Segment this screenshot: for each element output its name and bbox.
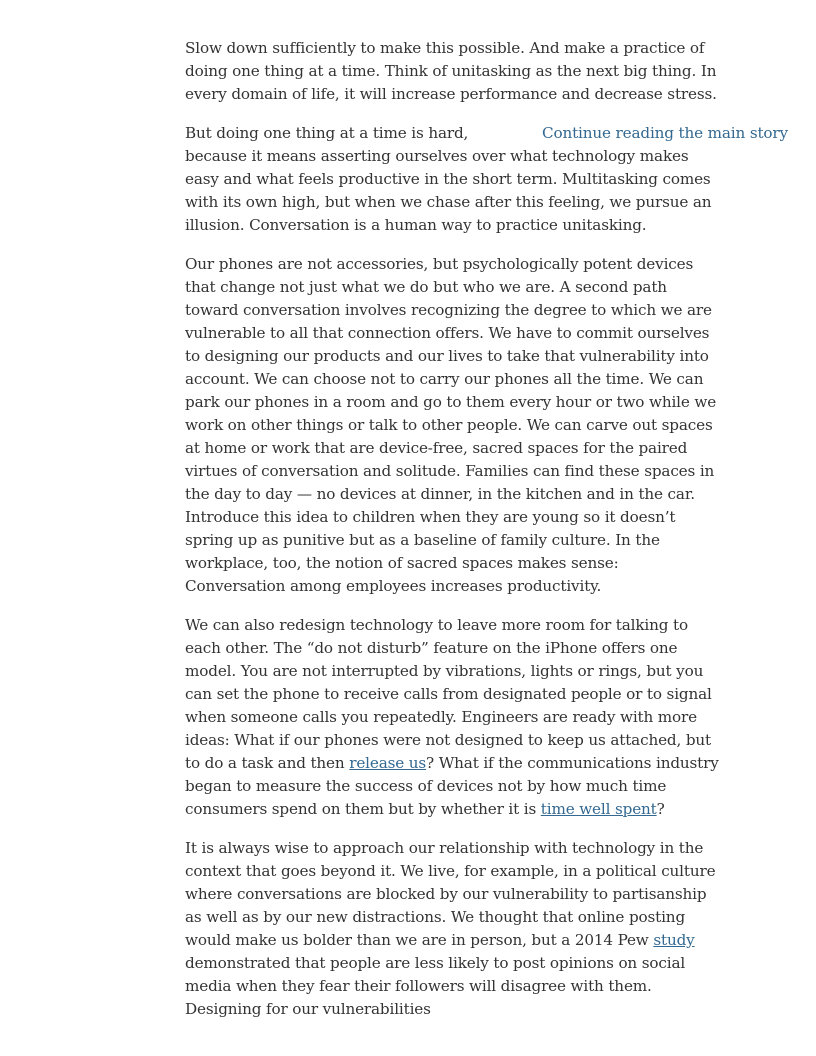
paragraph-2-text: But doing one thing at a time is hard, because it means asserting ourselves over what technology makes easy and what feels productive in the short term. Multitasking comes with its own high, but when we chase after this feeling, we pursue an illusion. Conversation is a human way to practice unitasking. <box>185 124 712 234</box>
paragraph-2 <box>185 122 788 237</box>
paragraph-5-text-after: demonstrated that people are less likely to post opinions on social media when they fear their followers will disagree with them. Designing for our vulnerabilities <box>185 954 686 1018</box>
paragraph-1 <box>185 37 721 106</box>
article-body <box>185 37 788 1037</box>
paragraph-1-text: Slow down sufficiently to make this possible. And make a practice of doing one thing at a time. Think of unitasking as the next big thing. In every domain of life, it will increase performance and decrease stress. <box>185 39 717 103</box>
paragraph-4 <box>185 614 721 821</box>
paragraph-3-text: Our phones are not accessories, but psychologically potent devices that change not just what we do but who we are. A second path toward conversation involves recognizing the degree to which we are vulnerable to all that connection offers. We have to commit ourselves to designing our products and our lives to take that vulnerability into account. We can choose not to carry our phones all the time. We can park our phones in a room and go to them every hour or two while we work on other things or talk to other people. We can carve out spaces at home or work that are device-free, sacred spaces for the paired virtues of conversation and solitude. Families can find these spaces in the day to day — no devices at dinner, in the kitchen and in the car. Introduce this idea to children when they are young so it doesn’t spring up as punitive but as a baseline of family culture. In the workplace, too, the notion of sacred spaces makes sense: Conversation among employees increases productivity. <box>185 255 717 595</box>
paragraph-5 <box>185 837 721 1021</box>
pew-study-link[interactable]: study <box>653 931 695 949</box>
paragraph-4-text-middle: ? What if the communications industry began to measure the success of devices not by how much time consumers spend on them but by whether it is <box>185 754 719 818</box>
continue-reading-link[interactable]: Continue reading the main story <box>542 124 788 142</box>
paragraph-5-text-before: It is always wise to approach our relationship with technology in the context that goes beyond it. We live, for example, in a political culture where conversations are blocked by our vulnerability to partisanship as well as by our new distractions. We thought that online posting would make us bolder than we are in person, but a 2014 Pew <box>185 839 716 949</box>
paragraph-4-text-after: ? <box>656 800 665 818</box>
release-us-link[interactable]: release us <box>349 754 427 772</box>
time-well-spent-link[interactable]: time well spent <box>540 800 657 818</box>
paragraph-4-text-before: We can also redesign technology to leave more room for talking to each other. The “do not disturb” feature on the iPhone offers one model. You are not interrupted by vibrations, lights or rings, but you can set the phone to receive calls from designated people or to signal when someone calls you repeatedly. Engineers are ready with more ideas: What if our phones were not designed to keep us attached, but to do a task and then <box>185 616 712 772</box>
paragraph-3 <box>185 253 721 598</box>
